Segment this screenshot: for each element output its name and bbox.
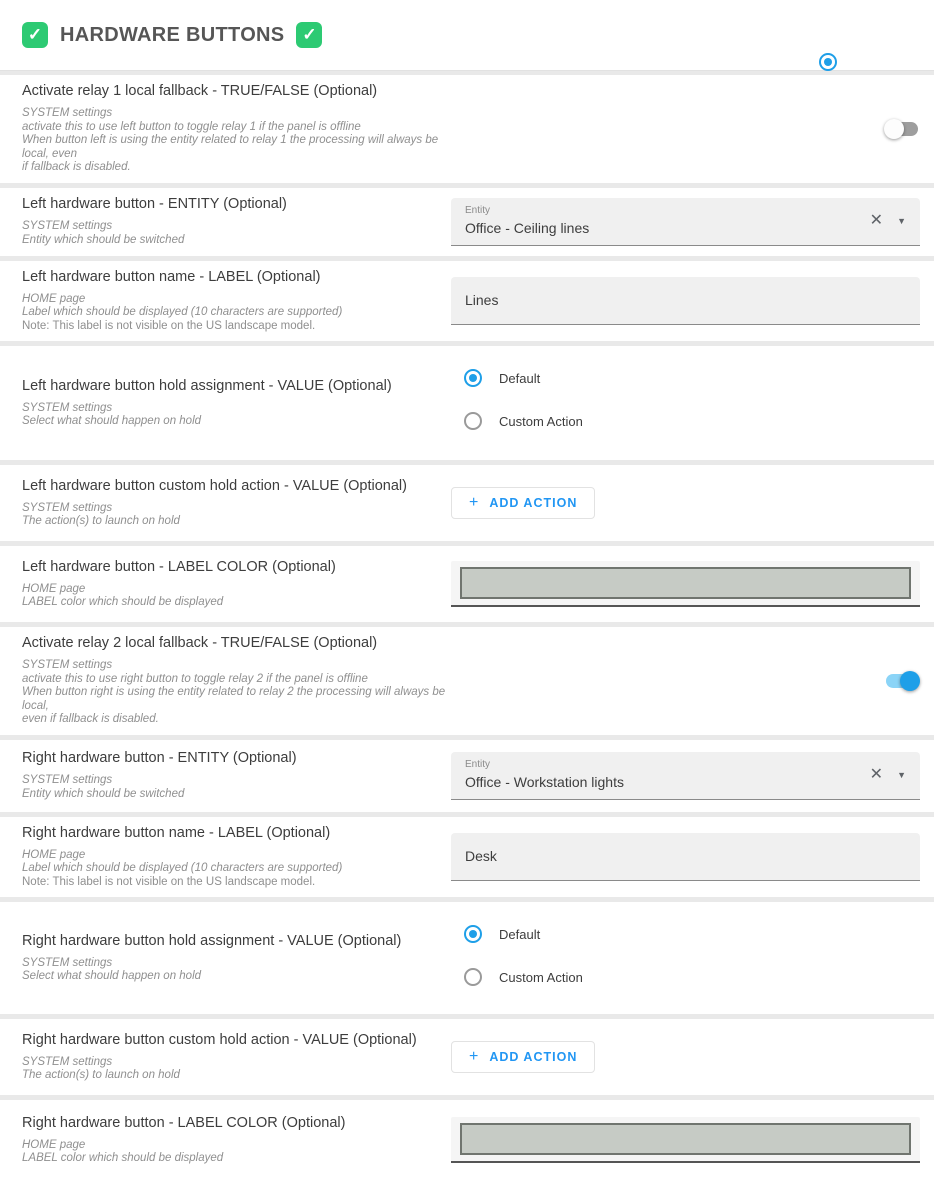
radio-option-label: Default bbox=[499, 370, 541, 386]
setting-description-line: The action(s) to launch on hold bbox=[22, 1069, 180, 1081]
setting-text bbox=[0, 188, 451, 256]
setting-description-line: HOME page bbox=[22, 582, 86, 595]
settings-row-left-hold-assignment bbox=[0, 346, 934, 460]
setting-text bbox=[0, 75, 451, 183]
settings-row-right-label-color bbox=[0, 1100, 934, 1180]
settings-row-left-custom-hold-action bbox=[0, 465, 934, 541]
toggle-thumb bbox=[900, 671, 920, 691]
select-icons bbox=[870, 213, 906, 229]
settings-row-left-entity bbox=[0, 188, 934, 256]
setting-control-area bbox=[451, 465, 934, 541]
setting-text bbox=[0, 902, 451, 1014]
setting-description-line: activate this to use right button to toggle relay 2 if the panel is offline bbox=[22, 672, 368, 685]
radio-option-default[interactable] bbox=[464, 369, 540, 387]
setting-control-area bbox=[451, 1019, 934, 1095]
setting-description-line: if fallback is disabled. bbox=[22, 161, 131, 173]
setting-control-area bbox=[451, 346, 934, 460]
radio-option-label: Custom Action bbox=[499, 969, 583, 985]
radio-circle[interactable] bbox=[464, 925, 482, 943]
setting-description-line: Label which should be displayed (10 characters are supported) bbox=[22, 862, 343, 874]
setting-description-line: SYSTEM settings bbox=[22, 774, 113, 786]
setting-text bbox=[0, 627, 451, 735]
setting-description-line: SYSTEM settings bbox=[22, 107, 113, 119]
setting-text bbox=[0, 261, 451, 342]
right-entity-select[interactable] bbox=[451, 752, 920, 800]
setting-title: Right hardware button - ENTITY (Optional) bbox=[22, 750, 297, 766]
setting-description-line: activate this to use left button to toggle relay 1 if the panel is offline bbox=[22, 120, 361, 133]
setting-note: Note: This label is not visible on the US landscape model. bbox=[22, 875, 316, 888]
setting-control-area bbox=[451, 546, 934, 622]
setting-title: Right hardware button - LABEL COLOR (Optional) bbox=[22, 1114, 346, 1131]
setting-text bbox=[0, 1100, 451, 1180]
setting-title: Right hardware button custom hold action - VALUE (Optional) bbox=[22, 1031, 417, 1048]
right-custom-hold-action-add-action-button[interactable] bbox=[451, 1041, 595, 1073]
settings-row-relay2-fallback bbox=[0, 627, 934, 735]
settings-row-right-label bbox=[0, 817, 934, 898]
setting-text bbox=[0, 465, 451, 541]
setting-description-line: HOME page bbox=[22, 292, 86, 305]
radio-option-label: Default bbox=[499, 926, 541, 942]
radio-option-custom-action[interactable] bbox=[464, 412, 583, 430]
setting-text bbox=[0, 740, 451, 812]
page-title: HARDWARE BUTTONS bbox=[60, 23, 285, 46]
checkmark-icon: ✓ bbox=[22, 22, 48, 48]
plus-icon: + bbox=[469, 494, 479, 511]
setting-description-line: Entity which should be switched bbox=[22, 233, 185, 246]
setting-title: Right hardware button name - LABEL (Optional) bbox=[22, 824, 331, 841]
settings-row-right-entity bbox=[0, 740, 934, 812]
setting-title: Left hardware button hold assignment - VALUE (Optional) bbox=[22, 377, 392, 394]
setting-description-line: SYSTEM settings bbox=[22, 956, 113, 969]
setting-description-line: Entity which should be switched bbox=[22, 787, 185, 800]
clear-icon[interactable]: ✕ bbox=[869, 212, 884, 229]
settings-list bbox=[0, 75, 934, 1180]
setting-title: Left hardware button - ENTITY (Optional) bbox=[22, 196, 287, 212]
setting-control-area bbox=[451, 188, 934, 256]
setting-text bbox=[0, 346, 451, 460]
radio-circle[interactable] bbox=[464, 968, 482, 986]
settings-row-relay1-fallback bbox=[0, 75, 934, 183]
settings-row-left-label bbox=[0, 261, 934, 342]
relay2-fallback-toggle[interactable] bbox=[884, 671, 920, 691]
setting-control-area bbox=[451, 261, 934, 342]
setting-description-line: HOME page bbox=[22, 848, 86, 861]
dropdown-caret-icon[interactable]: ▼ bbox=[897, 769, 906, 780]
select-floating-label: Entity bbox=[465, 758, 491, 770]
setting-note: Note: This label is not visible on the US landscape model. bbox=[22, 319, 316, 332]
select-floating-label: Entity bbox=[465, 204, 491, 216]
select-icons bbox=[870, 767, 906, 783]
setting-title: Activate relay 2 local fallback - TRUE/FALSE (Optional) bbox=[22, 635, 378, 651]
setting-description-line: SYSTEM settings bbox=[22, 501, 113, 514]
radio-option-custom-action[interactable] bbox=[464, 968, 583, 986]
setting-description-line: SYSTEM settings bbox=[22, 401, 113, 414]
left-label-color-color-field[interactable] bbox=[451, 561, 920, 607]
setting-description-line: Select what should happen on hold bbox=[22, 970, 202, 982]
left-label-input[interactable] bbox=[451, 277, 920, 325]
left-custom-hold-action-add-action-button[interactable] bbox=[451, 487, 595, 519]
setting-control-area bbox=[451, 627, 934, 735]
setting-text bbox=[0, 817, 451, 898]
setting-description-line: Label which should be displayed (10 characters are supported) bbox=[22, 306, 343, 318]
color-swatch[interactable] bbox=[460, 1123, 911, 1155]
toggle-thumb bbox=[884, 119, 904, 139]
radio-circle[interactable] bbox=[464, 412, 482, 430]
setting-control-area bbox=[451, 1100, 934, 1180]
setting-text bbox=[0, 546, 451, 622]
plus-icon: + bbox=[469, 1048, 479, 1065]
clear-icon[interactable]: ✕ bbox=[869, 766, 884, 783]
right-label-input[interactable] bbox=[451, 833, 920, 881]
setting-description-line: SYSTEM settings bbox=[22, 1055, 113, 1068]
setting-description-line: LABEL color which should be displayed bbox=[22, 1152, 224, 1164]
setting-title: Activate relay 1 local fallback - TRUE/FALSE (Optional) bbox=[22, 83, 378, 99]
setting-title: Left hardware button - LABEL COLOR (Optional) bbox=[22, 558, 336, 575]
setting-control-area bbox=[451, 902, 934, 1014]
radio-circle[interactable] bbox=[464, 369, 482, 387]
setting-description-line: When button right is using the entity related to relay 2 the processing will always be local, bbox=[22, 686, 446, 712]
setting-control-area bbox=[451, 817, 934, 898]
radio-option-label: Custom Action bbox=[499, 413, 583, 429]
dropdown-caret-icon[interactable]: ▼ bbox=[897, 215, 906, 226]
left-entity-select[interactable] bbox=[451, 198, 920, 246]
section-radio[interactable] bbox=[819, 53, 837, 71]
setting-title: Left hardware button name - LABEL (Optional) bbox=[22, 268, 321, 285]
section-header bbox=[0, 0, 934, 71]
setting-description-line: The action(s) to launch on hold bbox=[22, 515, 180, 527]
setting-title: Right hardware button hold assignment - VALUE (Optional) bbox=[22, 932, 402, 949]
relay1-fallback-toggle[interactable] bbox=[884, 119, 920, 139]
setting-description-line: SYSTEM settings bbox=[22, 659, 113, 671]
setting-description-line: HOME page bbox=[22, 1138, 86, 1151]
setting-description-line: SYSTEM settings bbox=[22, 220, 113, 232]
select-value: Office - Workstation lights bbox=[465, 773, 624, 790]
setting-description-line: LABEL color which should be displayed bbox=[22, 596, 224, 608]
settings-row-right-custom-hold-action bbox=[0, 1019, 934, 1095]
select-value: Office - Ceiling lines bbox=[465, 219, 590, 236]
color-swatch[interactable] bbox=[460, 567, 911, 599]
setting-description-line: Select what should happen on hold bbox=[22, 415, 202, 427]
settings-row-left-label-color bbox=[0, 546, 934, 622]
add-action-label: ADD ACTION bbox=[489, 496, 578, 510]
radio-option-default[interactable] bbox=[464, 925, 540, 943]
setting-control-area bbox=[451, 75, 934, 183]
setting-control-area bbox=[451, 740, 934, 812]
checkmark-icon: ✓ bbox=[296, 22, 322, 48]
add-action-label: ADD ACTION bbox=[489, 1050, 578, 1064]
right-label-color-color-field[interactable] bbox=[451, 1117, 920, 1163]
setting-description-line: even if fallback is disabled. bbox=[22, 713, 159, 725]
settings-row-right-hold-assignment bbox=[0, 902, 934, 1014]
setting-title: Left hardware button custom hold action - VALUE (Optional) bbox=[22, 477, 407, 494]
setting-description-line: When button left is using the entity related to relay 1 the processing will always be local, even bbox=[22, 134, 439, 160]
setting-text bbox=[0, 1019, 451, 1095]
